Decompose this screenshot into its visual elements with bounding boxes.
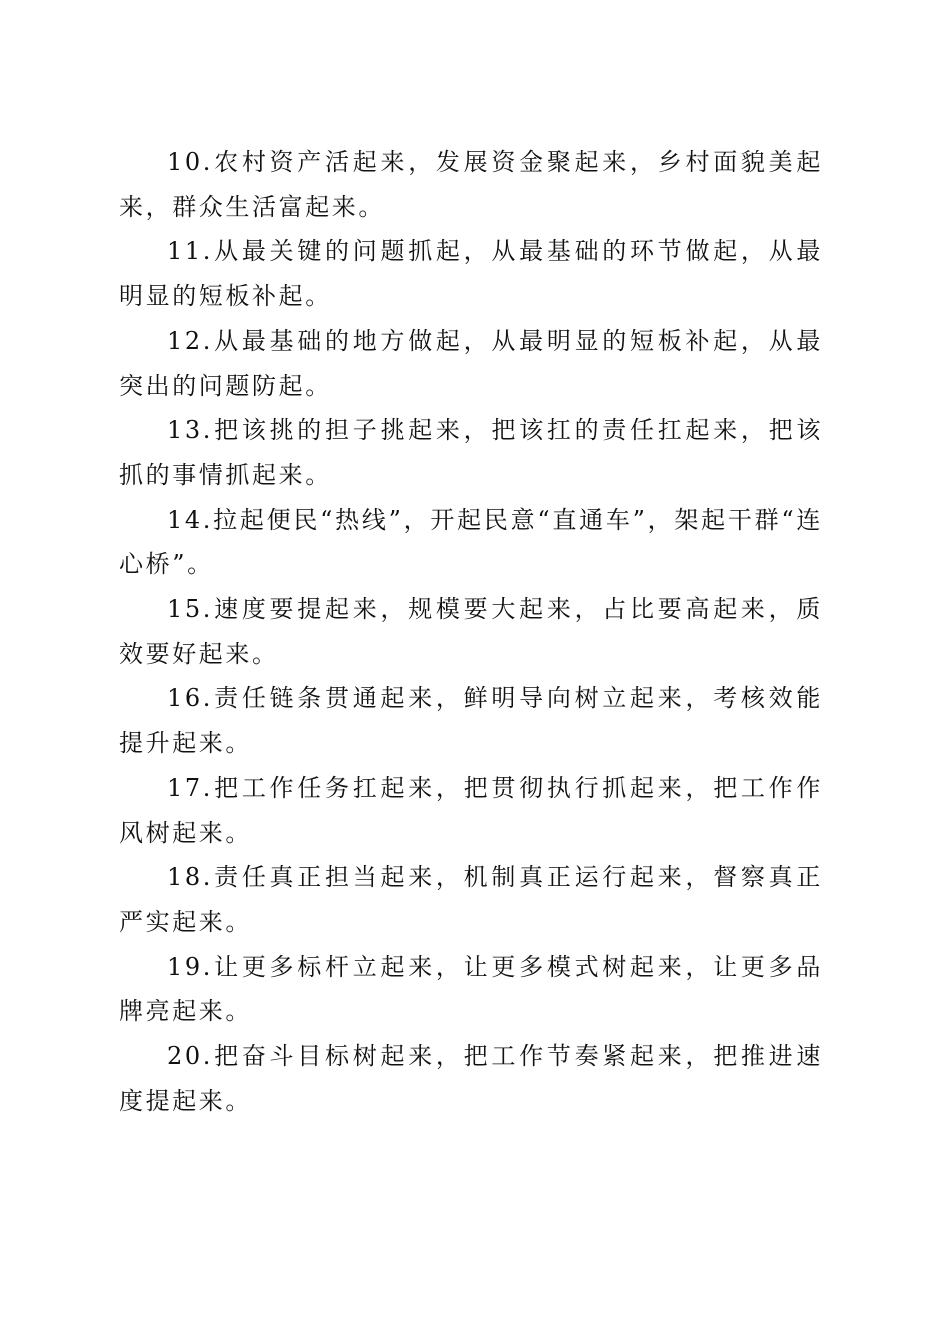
list-item: 15.速度要提起来，规模要大起来，占比要高起来，质效要好起来。 <box>119 595 823 668</box>
list-item: 17.把工作任务扛起来，把贯彻执行抓起来，把工作作风树起来。 <box>119 773 823 847</box>
list-item: 20.把奋斗目标树起来，把工作节奏紧起来，把推进速度提起来。 <box>119 1042 823 1115</box>
document-body <box>119 140 823 1123</box>
list-item: 13.把该挑的担子挑起来，把该扛的责任扛起来，把该抓的事情抓起来。 <box>119 416 823 489</box>
list-item: 18.责任真正担当起来，机制真正运行起来，督察真正严实起来。 <box>119 863 823 936</box>
list-item: 14.拉起便民“热线”，开起民意“直通车”，架起干群“连心桥”。 <box>119 505 823 579</box>
list-item: 11.从最关键的问题抓起，从最基础的环节做起，从最明显的短板补起。 <box>119 237 823 311</box>
list-item: 12.从最基础的地方做起，从最明显的短板补起，从最突出的问题防起。 <box>119 326 823 400</box>
list-item: 16.责任链条贯通起来，鲜明导向树立起来，考核效能提升起来。 <box>119 684 823 758</box>
list-item: 10.农村资产活起来，发展资金聚起来，乡村面貌美起来，群众生活富起来。 <box>119 148 823 221</box>
list-item: 19.让更多标杆立起来，让更多模式树起来，让更多品牌亮起来。 <box>119 952 823 1026</box>
